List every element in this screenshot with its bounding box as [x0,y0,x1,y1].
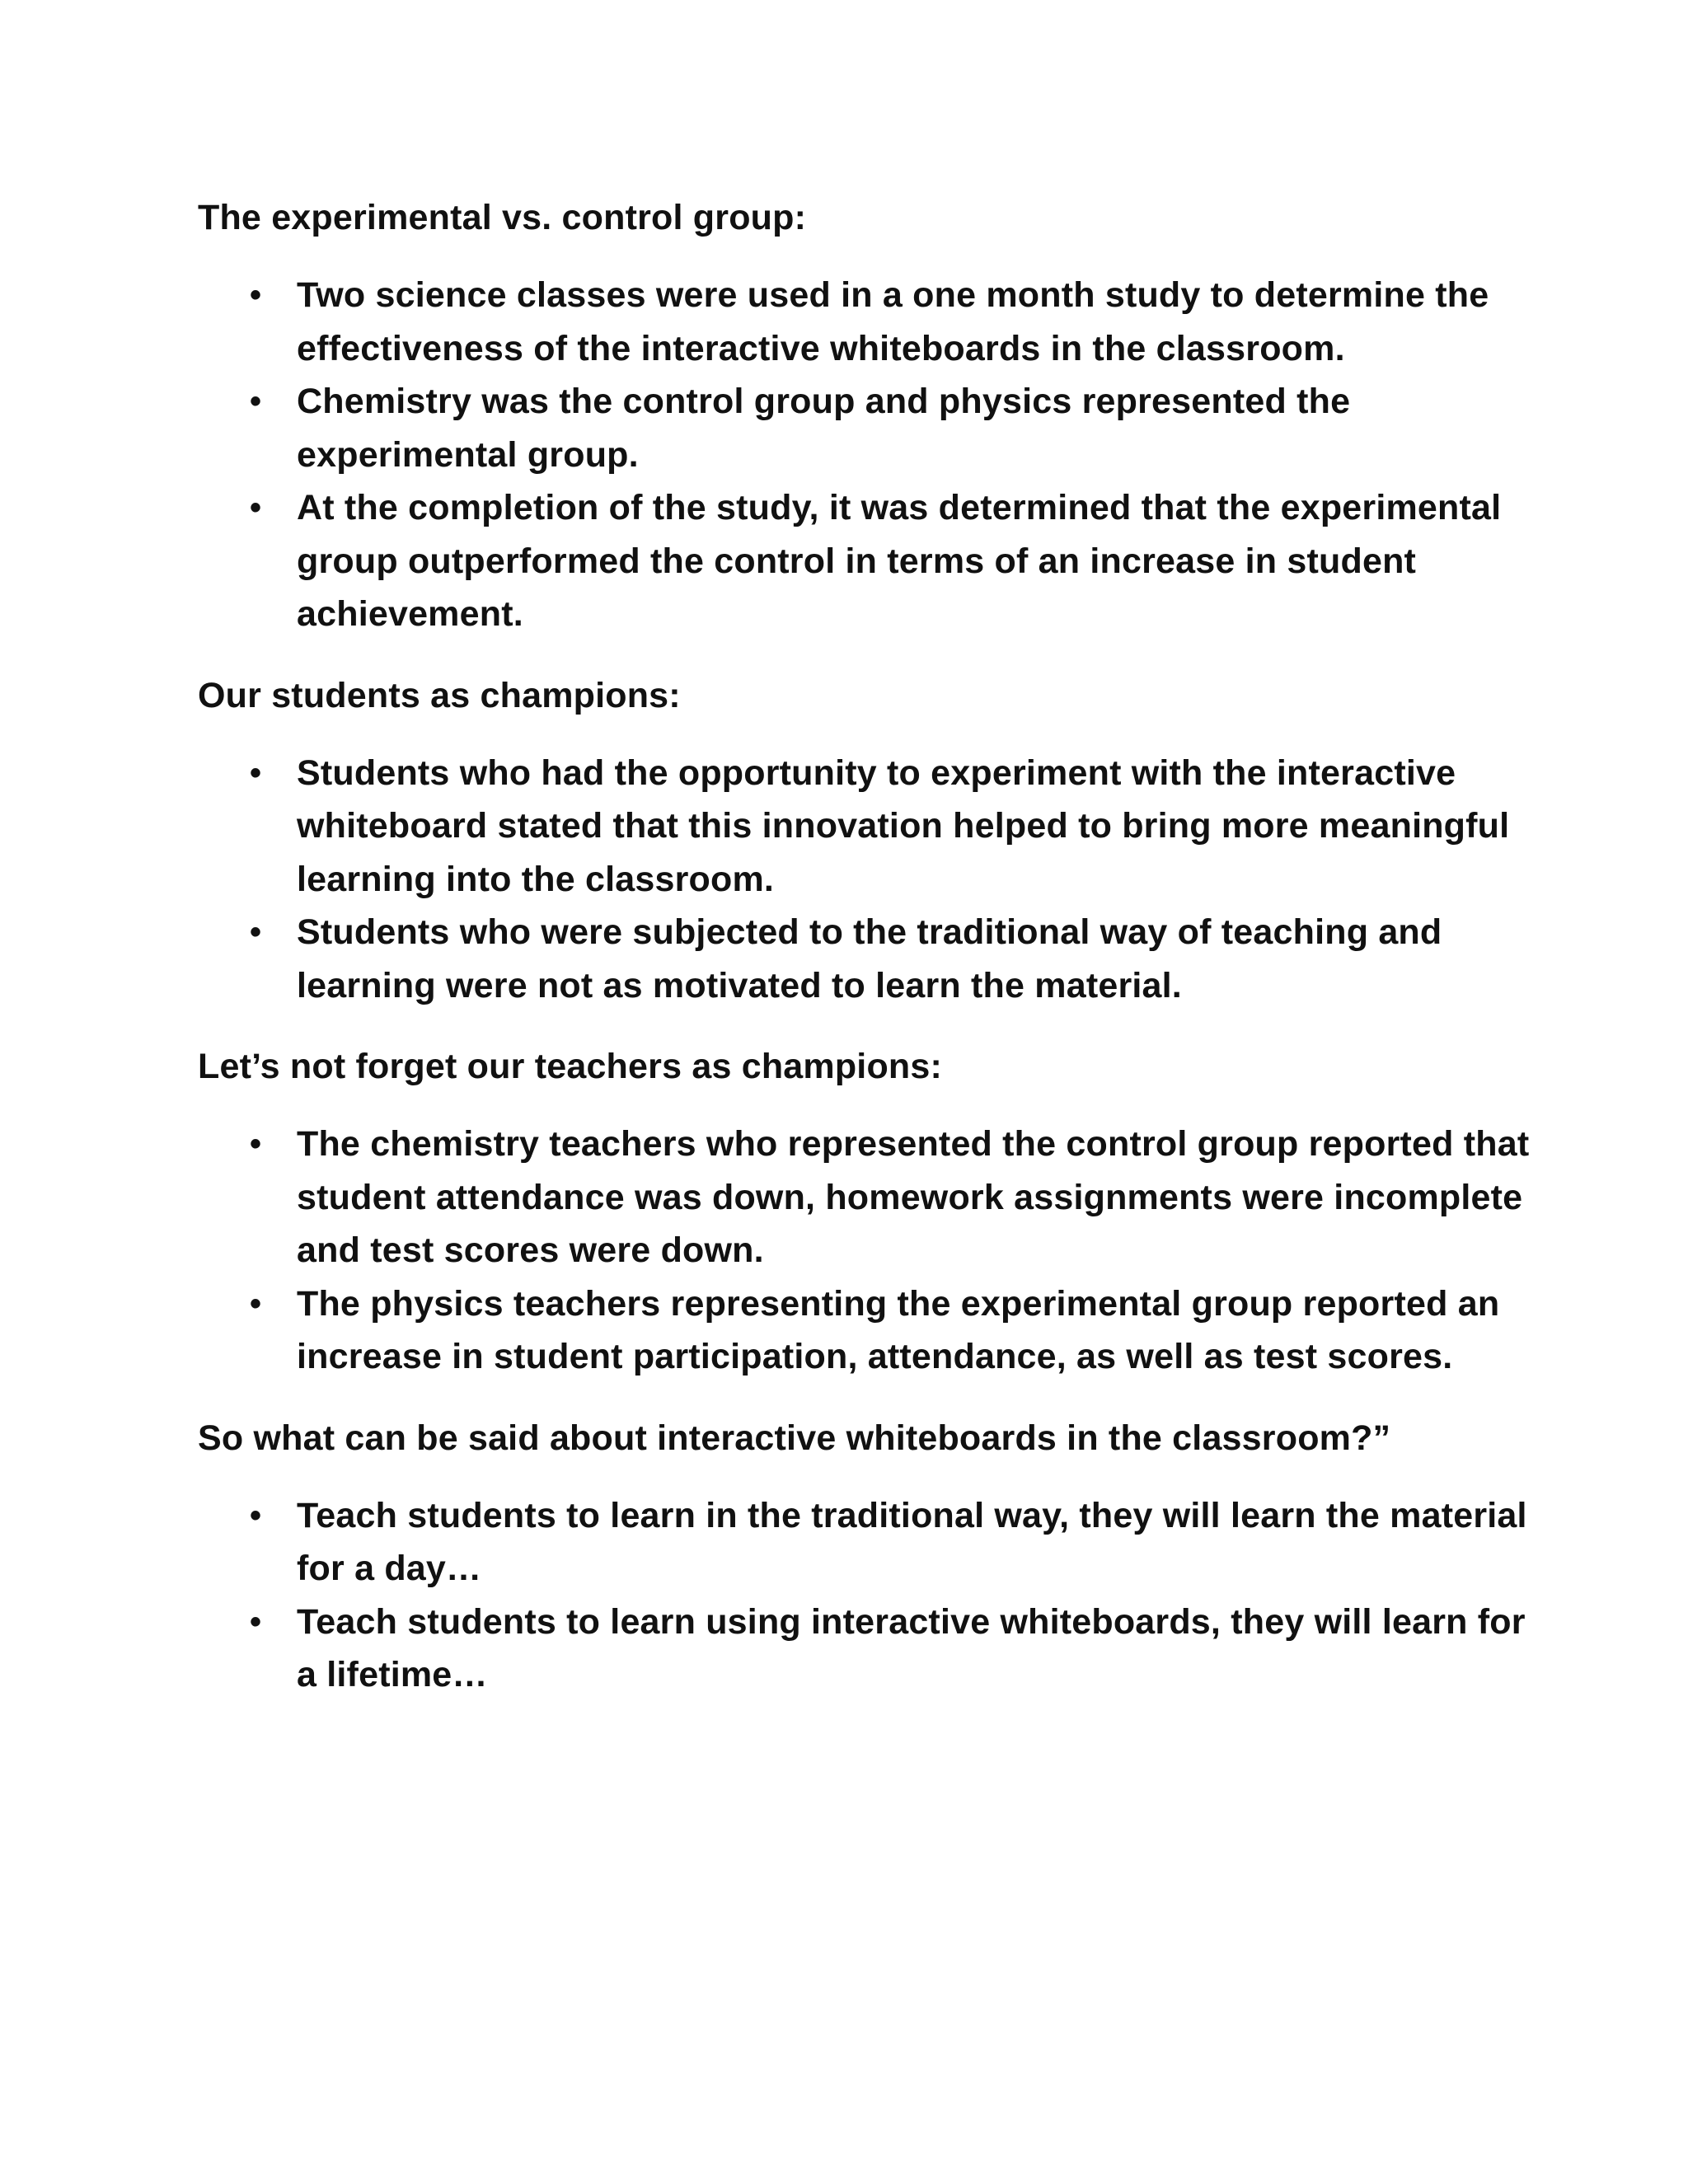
bullet-icon: • [250,754,262,791]
section-heading: So what can be said about interactive whiteboards in the classroom?” [198,1418,1391,1458]
section-heading: Our students as champions: [198,675,681,715]
bullet-icon: • [250,1126,262,1162]
list-item [198,481,1533,641]
list-item-text: The chemistry teachers who represented the control group reported that student attendance was down, homework assignments were incomplete and test scores were down. [297,1124,1530,1270]
bullet-icon: • [250,1497,262,1534]
list-item [198,269,1533,375]
list-item-text: Chemistry was the control group and physics represented the experimental group. [297,382,1351,475]
bullet-list [198,1118,1533,1384]
bullet-list [198,747,1533,1013]
section-students-as-champions [198,669,1533,1013]
section-heading: The experimental vs. control group: [198,198,807,237]
list-item-text: The physics teachers representing the experimental group reported an increase in student participation, attendance, as well as test scores. [297,1283,1500,1376]
list-item [198,1118,1533,1277]
section-heading: Let’s not forget our teachers as champions: [198,1047,943,1086]
list-item [198,1489,1533,1596]
bullet-icon: • [250,277,262,313]
list-item [198,747,1533,907]
bullet-icon: • [250,914,262,950]
list-item-text: At the completion of the study, it was determined that the experimental group outperformed the control in terms of an increase in student achievement. [297,488,1502,634]
list-item-text: Teach students to learn using interactive whiteboards, they will learn for a lifetime… [297,1601,1526,1694]
list-item [198,375,1533,481]
bullet-list [198,1489,1533,1702]
bullet-list [198,269,1533,641]
list-item [198,906,1533,1012]
list-item [198,1596,1533,1702]
bullet-icon: • [250,490,262,526]
bullet-icon: • [250,1603,262,1640]
list-item-text: Students who were subjected to the traditional way of teaching and learning were not as motivated to learn the material. [297,912,1442,1005]
section-teachers-as-champions [198,1040,1533,1384]
section-experimental-vs-control [198,191,1533,641]
bullet-icon: • [250,383,262,419]
section-whiteboards-conclusion [198,1412,1533,1702]
list-item [198,1277,1533,1384]
bullet-icon: • [250,1285,262,1322]
list-item-text: Teach students to learn in the traditional way, they will learn the material for a day… [297,1495,1527,1588]
list-item-text: Two science classes were used in a one month study to determine the effectiveness of the interactive whiteboards in the classroom. [297,275,1489,368]
document-page [198,191,1533,1730]
list-item-text: Students who had the opportunity to experiment with the interactive whiteboard stated that this innovation helped to bring more meaningful learning into the classroom. [297,752,1510,899]
